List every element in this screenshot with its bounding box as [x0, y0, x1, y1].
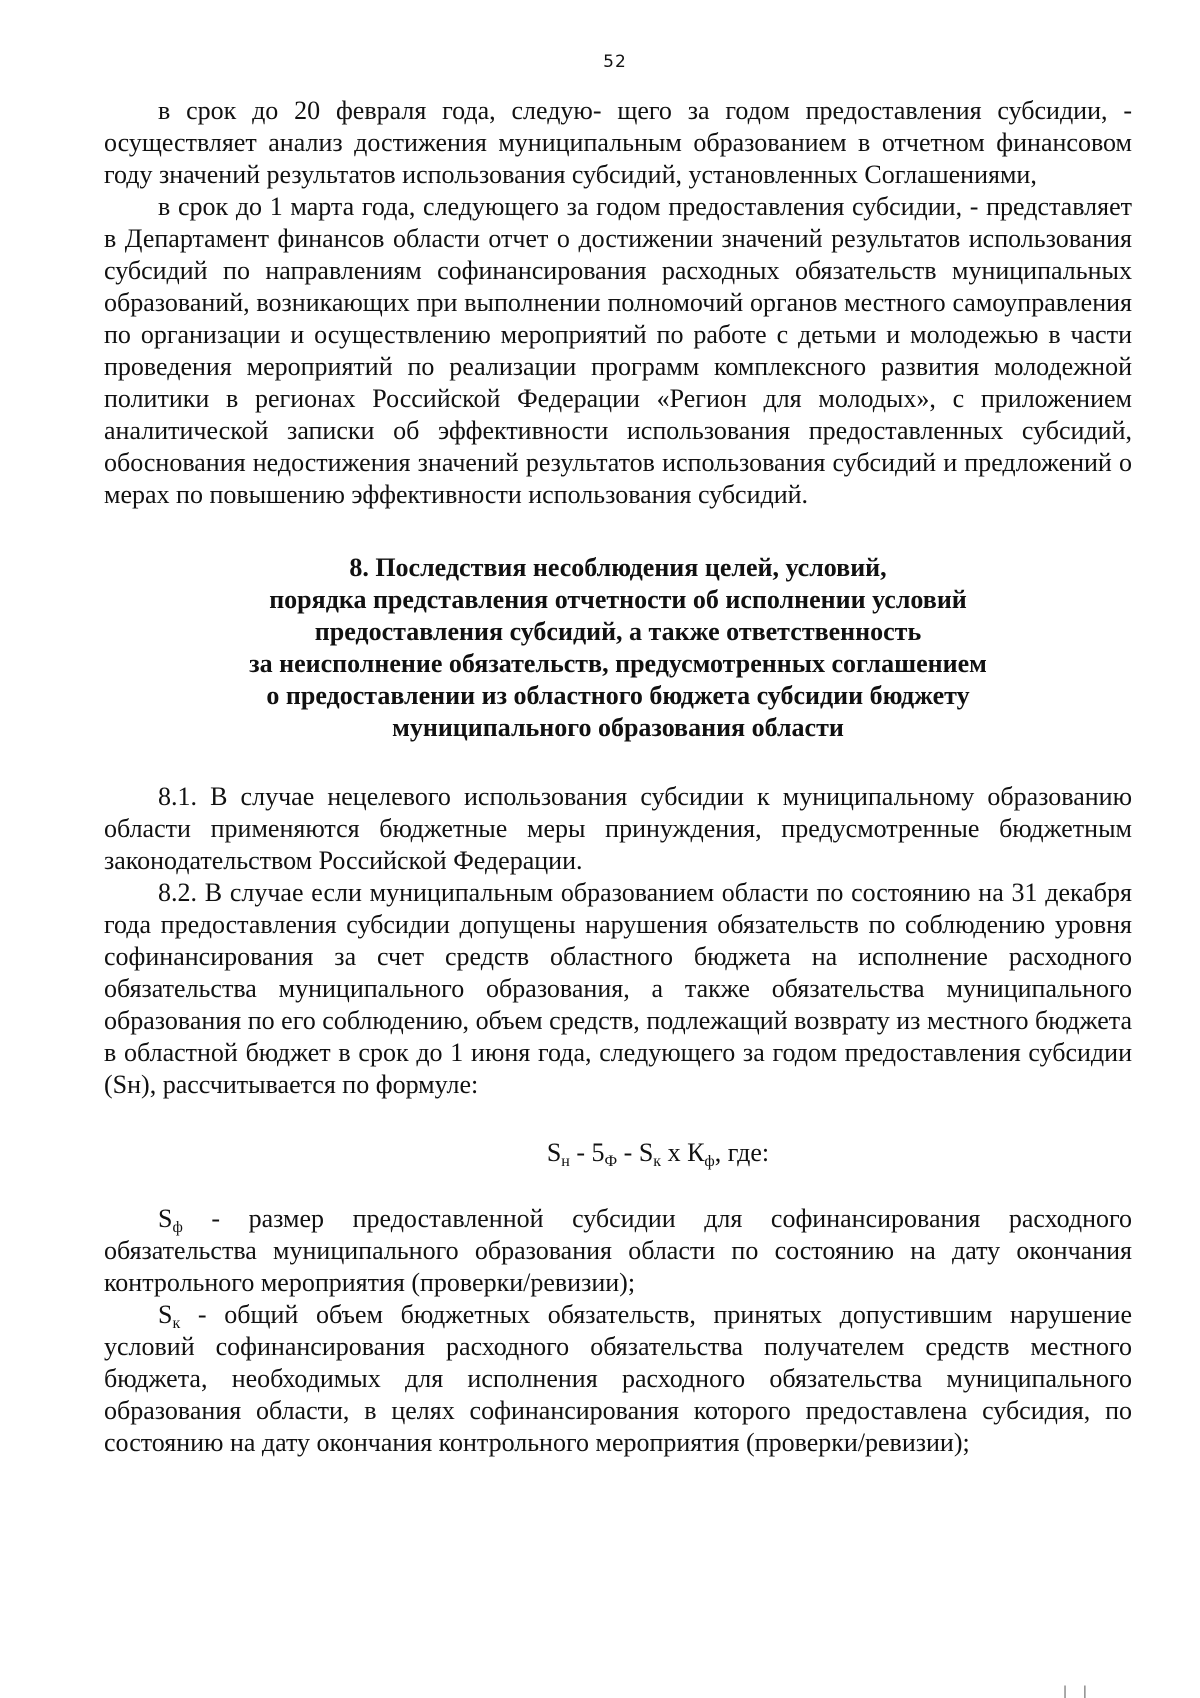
definition-symbol: S	[158, 1204, 173, 1233]
formula-part: - S	[617, 1138, 654, 1167]
heading-line: о предоставлении из областного бюджета субсидии бюджету	[266, 681, 970, 710]
formula-symbol: S	[546, 1138, 562, 1167]
definition-subscript: к	[172, 1315, 181, 1332]
definition-s-k	[104, 1299, 1132, 1459]
formula-part: х К	[661, 1138, 705, 1167]
formula-subscript: ф	[704, 1153, 715, 1170]
formula-subscript: к	[653, 1153, 662, 1170]
formula-subscript: Ф	[604, 1153, 618, 1170]
definition-s-f	[104, 1203, 1132, 1299]
definition-text: - общий объем бюджетных обязательств, принятых допустившим нарушение условий софинансирования расходного обязательства получателем средств местного бюджета, необходимых для исполнения расходного обязательства муниципального образования области, в целях софинансирования которого предоставлена субсидия, по состоянию на дату окончания контрольного мероприятия (проверки/ревизии);	[104, 1300, 1132, 1457]
section-heading	[104, 552, 1132, 744]
page-number: 52	[603, 52, 627, 72]
formula-subscript: н	[561, 1153, 570, 1170]
paragraph-analysis: в срок до 20 февраля года, следую- щего за годом предоставления субсидии, - осуществляет анализ достижения муниципальным образованием в отчетном финансовом году значений результатов использования субсидий, установленных Соглашениями,	[104, 96, 1132, 189]
document-body	[104, 95, 1132, 1459]
scan-margin-marks: | |	[1063, 1684, 1093, 1698]
formula-part: - 5	[569, 1138, 605, 1167]
heading-line: муниципального образования области	[392, 713, 844, 742]
definition-subscript: ф	[172, 1219, 183, 1236]
heading-line: 8. Последствия несоблюдения целей, условий,	[349, 553, 887, 582]
formula	[104, 1137, 1132, 1169]
heading-line: предоставления субсидий, а также ответственность	[314, 617, 922, 646]
formula-part: , где:	[714, 1138, 770, 1167]
paragraph-report: в срок до 1 марта года, следующего за годом предоставления субсидии, - представляет в Департамент финансов области отчет о достижении значений результатов использования субсидий по направлениям софинансирования расходных обязательств муниципальных образований, возникающих при выполнении полномочий органов местного самоуправления по организации и осуществлению мероприятий по работе с детьми и молодежью в части проведения мероприятий по реализации программ комплексного развития молодежной политики в регионах Российской Федерации «Регион для молодых», с приложением аналитической записки об эффективности использования предоставленных субсидий, обоснования недостижения значений результатов использования субсидий и предложений о мерах по повышению эффективности использования субсидий.	[104, 192, 1132, 509]
heading-line: порядка представления отчетности об исполнении условий	[269, 585, 967, 614]
clause-8-1: 8.1. В случае нецелевого использования субсидии к муниципальному образованию области применяются бюджетные меры принуждения, предусмотренные бюджетным законодательством Российской Федерации.	[104, 782, 1132, 875]
definition-text: - размер предоставленной субсидии для софинансирования расходного обязательства муниципального образования области по состоянию на дату окончания контрольного мероприятия (проверки/ревизии);	[104, 1204, 1132, 1297]
heading-line: за неисполнение обязательств, предусмотренных соглашением	[249, 649, 987, 678]
definition-symbol: S	[158, 1300, 173, 1329]
clause-8-2: 8.2. В случае если муниципальным образованием области по состоянию на 31 декабря года предоставления субсидии допущены нарушения обязательств по соблюдению уровня софинансирования за счет средств областного бюджета на исполнение расходного обязательства муниципального образования, а также обязательства муниципального образования по его соблюдению, объем средств, подлежащий возврату из местного бюджета в областной бюджет в срок до 1 июня года, следующего за годом предоставления субсидии (Sн), рассчитывается по формуле:	[104, 878, 1132, 1099]
